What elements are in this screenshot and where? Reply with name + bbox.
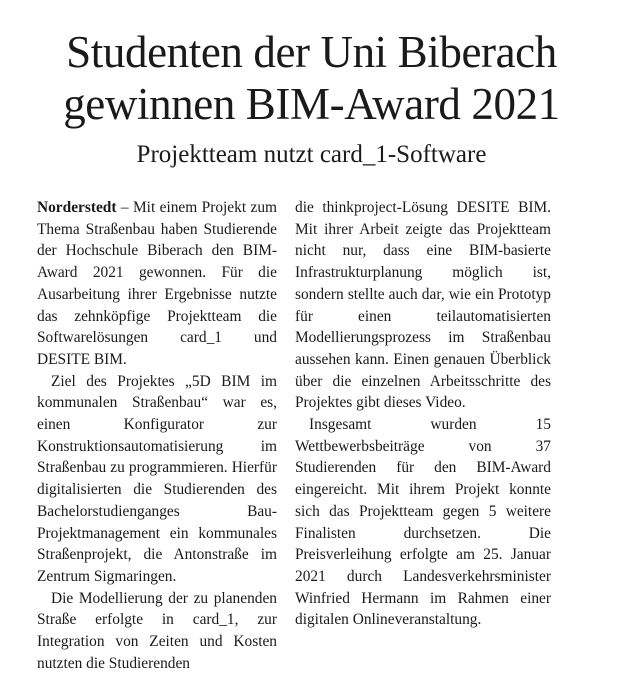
paragraph: Insgesamt wurden 15 Wettbewerbsbeiträge von 37 Studierenden für den BIM-Award eingereicht. Mit ihrem Projekt konnte sich das Projektteam gegen 5 weitere Finalisten durchsetzen. Die Preisverleihung erfolgte am 25. Januar 2021 durch Landesverkehrsminister Winfried Hermann im Rahmen einer digitalen Onlineveranstaltung. [295,416,551,629]
headline-line-2: gewinnen BIM-Award 2021 [63,79,560,129]
headline [0,26,623,130]
paragraph [37,197,277,371]
paragraph: die thinkproject-Lösung DESITE BIM. Mit ihrer Arbeit zeigte das Projektteam nicht nur, dass eine BIM-basierte Infrastrukturplanung möglich ist, sondern stellte auch dar, wie ein Prototyp für einen teilautomatisierten Modellierungsprozess im Straßenbau aussehen kann. Einen genauen Überblick über die einzelnen Arbeitsschritte des Projektes gibt dieses Video. [295,199,551,412]
article-column-right [295,197,551,631]
article-column-left [37,197,277,674]
subheadline: Projektteam nutzt card_1-Software [136,141,487,168]
headline-line-1: Studenten der Uni Biberach [66,27,557,77]
paragraph: Die Modellierung der zu planenden Straße erfolgte in card_1, zur Integration von Zeiten und Kosten nutzten die Studierenden [37,589,277,672]
paragraph-text: – Mit einem Projekt zum Thema Straßenbau haben Studierende der Hochschule Biberach den BIM-Award 2021 gewonnen. Für die Ausarbeitung ihrer Ergebnisse nutzte das zehnköpfige Projektteam die Softwarelösungen card_1 und DESITE BIM. [37,199,277,368]
dateline: Norderstedt [37,199,117,216]
paragraph: Ziel des Projektes „5D BIM im kommunalen Straßenbau“ war es, einen Konfigurator zur Konstruktionsautomatisierung im Straßenbau zu programmieren. Hierfür digitalisierten die Studierenden des Bachelorstudienganges Bau-Projektmanagement ein kommunales Straßenprojekt, die Antonstraße im Zentrum Sigmaringen. [37,372,277,585]
